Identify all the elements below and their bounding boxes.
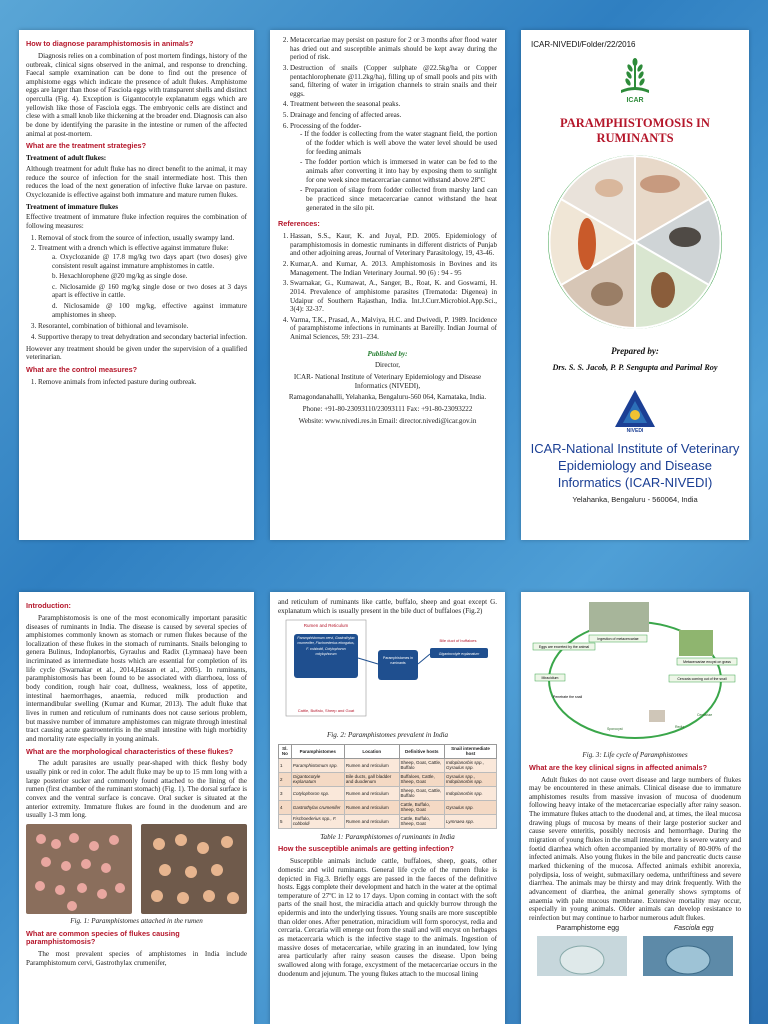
reference-item: 3. Swarnakar, G., Kumawat, A., Sanger, B., Roat, K. and Goswami, H. 2014. Prevalence of amphistome parasites (Trematoda: Digenea) in Udaipur of Southern Rajasthan, India. Int.J.Curr.Microbiol.App.Sci., 3(4): 32-37.	[290, 279, 497, 314]
table-row	[279, 786, 497, 800]
treatment-list	[38, 234, 247, 342]
figure-2-diagram	[278, 618, 497, 728]
heading-clinical-signs: What are the key clinical signs in affected animals?	[529, 762, 708, 772]
panel-cover	[521, 30, 749, 540]
morphology-text: The adult parasites are usually pear-shaped with thick fleshy body usually pink or red in color. The adult fluke may be up to 15 mm long with a large posterior sucker and commonly found attached to the lining of the rumen (first chamber of the ruminant stomach) (Fig. 1). The dorsal surface is convex and the ventral surface is concave. Oral sucker is situated at the anterior extremity. Immature flukes are found in the duodenum and are usually 1-3 mm long.	[26, 759, 247, 820]
diagnose-text: Diagnosis relies on a combination of post mortem findings, history of the outbreak, clinical signs observed in the animal, and response to drenching. Faecal sample examination can be done to find out the presence of amphistome eggs which indicate the presence of adult flukes. Amphistome eggs are larger than those of Fasciola eggs with transparent shells and distinct operculla (Fig. 4). Exception is Gigantocotyle explanatum eggs which are yellowish like those of Fasciola eggs. The embryonic cells are distinct and clese with a small knob like thickening at the broader end. Diagnosis can also be done by identifying the parasite in the intestine or rumen of the affected animal at post-mortem.	[26, 51, 247, 138]
species-text: The most prevalent species of amphistomes in India include Paramphistomum cervi, Gastrothylax crumenifer,	[26, 950, 247, 967]
table-header: Definitive hosts	[399, 744, 444, 758]
figure-1-caption: Fig. 1: Paramphistomes attached in the rumen	[70, 916, 203, 925]
table-header: Snail intermediate host	[444, 744, 496, 758]
lc-miracidium: Miracidium	[541, 676, 559, 680]
sub-item: d. Niclosamide @ 100 mg/kg, effective against immature amphistomes in sheep.	[52, 302, 247, 319]
table-cell: Bile ducts, gall bladder and duodenum	[344, 772, 399, 786]
control-list	[38, 378, 247, 387]
sub-item: b. Hexachlorophene @20 mg/kg as single dose.	[52, 272, 247, 281]
cattle-photo	[589, 602, 649, 632]
table-cell: Fischoederius spp., F. cobboldi	[291, 814, 344, 828]
however-text: However any treatment should be given under the supervision of a qualified veterinarian.	[26, 344, 247, 362]
list-item: 4. Supportive therapy to treat dehydration and secondary bacterial infection.	[38, 333, 247, 342]
clinical-signs-text: Adult flukes do not cause overt disease and large numbers of flukes may be encountered in these animals. Clinical disease due to immature amphistomes results from massive invasion of mucosa of duodenum following heavy intake of the metacercariae especially after rainy season. The immature flukes attach to the duodenal and, at times, the ileal mucosa drawing plugs of mucosa by means of their large posterior sucker and cause severe enteritis, possibly necrosis and hemorrhage. During the migration of young flukes in the small intestine, there is severe watery and foetid diarrhea which often accompanied by mortality of 80-90% of the infected animals. Also young flukes in the bile and pancreatic ducts cause marked thickening of the mucosa. Affected animals exhibit anorexia, polydipsia, loss of weight, submaxillary oedema, unthriftiness and severe diarrhea. The animals may be thirsty and may drink frequently. With the advancement of diarrhea, the animal generally shows symptoms of anaemia with pale mucous membrane. Extensive mortality may occur, especially in young animals. Older animals can develop resistance to reinfection but may continue to harbor numerous adult flukes.	[529, 775, 741, 922]
figure-1-photos	[26, 824, 247, 914]
rumen-photo-right	[141, 824, 247, 914]
immature-text: Effective treatment of immature fluke infection requires the combination of following measures:	[26, 213, 247, 230]
list-item: 1. Remove animals from infected pasture during outbreak.	[38, 378, 247, 387]
institute-address: Yelahanka, Bengaluru - 560064, India	[572, 495, 698, 505]
fluke-image	[640, 175, 680, 193]
list-item	[38, 244, 247, 319]
heading-diagnose: How to diagnose paramphistomosis in animals?	[26, 39, 194, 48]
list-item: 1. Removal of stock from the source of infection, usually swampy land.	[38, 234, 247, 243]
lc-cercaria: Cercaria coming out of the snail	[677, 677, 727, 681]
grass-photo	[679, 630, 713, 656]
lc-meta: Metacercariae encyst on grass	[683, 660, 731, 664]
sub-item: - Preparation of silage from fodder collected from marshy land can be practiced since metacercariae cannot withstand the heat generated in the silo pit.	[300, 186, 497, 212]
panel-introduction	[19, 592, 254, 1024]
egg-image	[595, 179, 623, 197]
diagram-center: Paramphistomes in ruminants	[383, 656, 413, 666]
table-cell: Rumen and reticulum	[344, 758, 399, 772]
published-by: Published by:	[367, 349, 408, 358]
list-item-text: Processing of the fodder-	[290, 121, 362, 130]
nivedi-text: NIVEDI	[626, 427, 644, 433]
folder-number: ICAR-NIVEDI/Folder/22/2016	[531, 40, 636, 49]
diagram-bile-label: Bile duct of buffaloes	[439, 638, 477, 644]
diagram-rumen-label: Rumen and Reticulum	[303, 623, 349, 629]
institute-name: ICAR-National Institute of Veterinary Epidemiology and Disease Informatics (ICAR-NIVEDI)	[530, 440, 740, 490]
table-cell: Gyraulus spp.	[444, 800, 496, 814]
table-cell: 1	[279, 758, 292, 772]
heading-treatment: What are the treatment strategies?	[26, 141, 147, 151]
publisher-phone: Phone: +91-80-23093110/23093111 Fax: +91-80-23093222	[302, 404, 473, 413]
reference-item: 1. Hassan, S.S., Kaur, K. and Juyal, P.D. 2005. Epidemiology of paramphistomosis in domestic ruminants in different districts of Punjab and other adjoining areas, Journal of Veterinary Parasitology, 19, 43-46.	[290, 232, 497, 258]
authors: Drs. S. S. Jacob, P. P. Sengupta and Parimal Roy	[552, 362, 718, 372]
sub-item: - If the fodder is collecting from the water stagnant field, the portion of the fodder which is well above the water level should be used for feeding animals	[300, 130, 497, 156]
page-title: PARAMPHISTOMOSIS IN RUMINANTS	[560, 115, 710, 145]
list-item-text: Treatment with a drench which is effective against immature fluke:	[38, 244, 229, 253]
lc-cercariae: Cercariae	[697, 713, 713, 717]
table-cell: Cattle, Buffalo, Sheep, Goat	[399, 800, 444, 814]
publisher-address: Ramagondanahalli, Yelahanka, Bengaluru-560 064, Karnataka, India.	[288, 393, 487, 402]
table-cell: 3	[279, 786, 292, 800]
panel-diagnosis-treatment	[19, 30, 254, 540]
table-cell: 4	[279, 800, 292, 814]
egg-labels	[529, 925, 741, 934]
table-row	[279, 772, 497, 786]
table-cell: Gyraulus spp., Indoplanorbis spp.	[444, 772, 496, 786]
snail-photo	[649, 710, 665, 722]
table-cell: 2	[279, 772, 292, 786]
diagram-species-list: Paramphistomum cervi, Gastrothylax crumenifer, Fischoederius elongatus, F. cobboldi, Cotylophoron cotylophorum	[297, 636, 355, 657]
table-header-row	[279, 744, 497, 758]
panel-species-infection	[270, 592, 505, 1024]
table-cell: 5	[279, 814, 292, 828]
species-continued-text: and reticulum of ruminants like cattle, buffalo, sheep and goat except G. explanatum which is usually present in the bile duct of buffaloes (Fig.2)	[278, 598, 497, 615]
references-list	[290, 232, 497, 342]
panel-lifecycle-signs	[521, 592, 749, 1024]
collage-graphic	[535, 152, 735, 332]
figure-2-caption: Fig. 2: Paramphistomes prevalent in India	[326, 731, 449, 740]
snail-image	[669, 227, 701, 247]
publisher-web: Website: www.nivedi.res.in Email: director.nivedi@icar.gov.in	[298, 416, 477, 425]
list-item: 3. Destruction of snails (Copper sulphate @22.5kg/ha or Copper pentachlorophenate @11.2kg/ha), filling up of small pools and pits with sand, filtering of water in irrigation channels to strain snails and their eggs.	[290, 64, 497, 99]
heading-infection: How the susceptible animals are getting infection?	[278, 844, 454, 854]
table-cell: Cotylophoron spp.	[291, 786, 344, 800]
cover-collage	[535, 152, 735, 332]
table-cell: Cattle, Buffalo, Sheep, Goat	[399, 814, 444, 828]
lc-redia: Redia	[675, 725, 685, 729]
table-cell: Buffaloes, Cattle, Sheep, Goat	[399, 772, 444, 786]
heading-immature-flukes: Treatment of immature flukes	[26, 202, 119, 211]
table-cell: Gigantocotyle explanatum	[291, 772, 344, 786]
wheat-icon	[615, 56, 655, 106]
heading-control: What are the control measures?	[26, 364, 138, 374]
heading-introduction: Introduction:	[26, 601, 71, 610]
table-cell: Rumen and reticulum	[344, 800, 399, 814]
figure-3-caption: Fig. 3: Life cycle of Paramphistomes	[582, 751, 688, 759]
drench-sublist	[52, 253, 247, 319]
heading-species: What are common species of flukes causing paramphistomosis?	[26, 928, 180, 947]
lc-penetrate: Penetrate the snail	[553, 695, 583, 699]
egg-label-paramphistome: Paramphistome egg	[556, 925, 620, 933]
list-item	[290, 122, 497, 212]
icar-logo	[529, 56, 741, 106]
table-header: Paramphistomes	[291, 744, 344, 758]
list-item: 2. Metacercariae may persist on pasture for 2 or 3 months after flood water has dried out and susceptible animals should be kept away during the period of risk.	[290, 36, 497, 62]
icar-text: ICAR	[626, 96, 644, 104]
panel-control-references	[270, 30, 505, 540]
lc-ingestion: Ingestion of metacercariae	[597, 637, 639, 641]
fodder-sublist	[300, 130, 497, 212]
figure-3-lifecycle	[529, 598, 741, 748]
control-list-continued	[290, 36, 497, 212]
infection-text: Susceptible animals include cattle, buffaloes, sheep, goats, other domestic and wild ruminants. General life cycle of the rumen fluke is depicted in Fig.3. Briefly eggs are passed in the faeces of the definitive hosts. Eggs complete their development and hatch in the water at the optimal temperature of 27ºC in 12 to 17 days. Upon coming in contact with the soft parts of the snail host, the miracidia attach and quickly burrow through the epidermis and into the underlying tissues. Young snails are more susceptible than older ones. After penetration, miracidium will form sporocyst, redia and cercaria. Cercaria will emerge out from the snail and will encyst on herbages as metacercaria which is the infective stage to the animals. Ingestion of massive doses of metacercariae, while grazing in an inundated, low lying area particularly after rainy season causes the disease. Upon being swallowed along with forage, excystment of the metacercariae occurs in the duodenum and jejunum. The young flukes attach to the mucosal lining	[278, 857, 497, 978]
reference-item: 2. Kumar,A. and Kumar, A. 2013. Amphistomosis in Bovines and its Management. The Indian Veterinary Journal. 90 (6) : 94 - 95	[290, 260, 497, 277]
egg-label-fasciola: Fasciola egg	[673, 925, 714, 933]
list-item: 5. Drainage and fencing of affected areas.	[290, 111, 497, 120]
table-header: Location	[344, 744, 399, 758]
publisher-director: Director,	[374, 361, 401, 370]
table-header: Sl. No	[279, 744, 292, 758]
heading-references: References:	[278, 219, 320, 229]
table-1-caption: Table 1: Paramphistomes of ruminants in India	[320, 832, 455, 841]
table-cell: Sheep, Goat, Cattle, Buffalo	[399, 758, 444, 772]
nivedi-icon	[612, 387, 658, 433]
table-cell: Rumen and reticulum	[344, 786, 399, 800]
table-cell: Sheep, Goat, Cattle, Buffalo	[399, 786, 444, 800]
heading-morphology: What are the morphological characteristics of these flukes?	[26, 746, 234, 756]
cow-image	[651, 272, 675, 308]
introduction-text: Paramphistomosis is one of the most economically important parasitic diseases of ruminants in India. The disease is caused by several species of amphistomes commonly known as stomach or rumen flukes because of the localization of these flukes in the stomach of ruminants. Snails belonging to genera Bulinus, Indoplanorbis, Gyraulus and Radix (Lymnaea) have been incriminated as intermediate hosts which are essential for completion of its life cycle (Swarnakar et al., 2014,Hassan et al., 2005). In ruminants, paramphistomosis has been found to be associated with diarrhoea, loss of body condition, rough hair coat, dullness, weakness, loss of appetite, intestinal haemorrhages, anaemia, reduced milk production and intermandibular swelling (Kumar and Kumar, 2013). The adult fluke that lives in rumen and reticulum of ruminants does not cause serious problem, but massive number of immature amphistomes can migrate through intestinal tract causing acute gastroenteritis in the small intestine with high morbidity and mortality rate especially in young animals.	[26, 613, 247, 743]
table-cell: Lymnaea spp.	[444, 814, 496, 828]
prepared-by: Prepared by:	[611, 345, 659, 356]
heading-adult-flukes: Treatment of adult flukes:	[26, 154, 107, 163]
table-cell: Rumen and reticulum	[344, 814, 399, 828]
lc-eggs: Eggs are excreted by the animal	[538, 645, 590, 649]
table-cell: Gastrothylax crumenifer	[291, 800, 344, 814]
reference-item: 4. Varma, T.K., Prasad, A., Malviya, H.C. and Dwivedi, P. 1989. Incidence of paramphistome infections in ruminants at Bareilly. Indian Journal of Animal Sciences, 59: 231–234.	[290, 316, 497, 342]
table-cell: Indoplanorbis spp., Gyraulus spp.	[444, 758, 496, 772]
diagram-gig-label: Gigantocotyle explanatum	[438, 652, 480, 657]
table-cell: Indoplanorbis spp.	[444, 786, 496, 800]
rumen-image	[591, 282, 623, 306]
sub-item: - The fodder portion which is immersed in water can be fed to the animals after converting it into hay by exposing them to sunlight for one week since metacercariae cannot withstand above 28ºC	[300, 158, 497, 184]
sub-item: a. Oxyclozanide @ 17.8 mg/kg two days apart (two doses) give consistent result against immature amphistomes in cattle.	[52, 253, 247, 270]
table-cell: Paramphistomum spp.	[291, 758, 344, 772]
diagram-hosts-label: Cattle, Buffalo, Sheep and Goat	[297, 708, 355, 714]
egg-photos	[529, 936, 741, 976]
table-row	[279, 814, 497, 828]
nivedi-logo	[529, 387, 741, 433]
fluke-specimen-image	[578, 218, 596, 270]
list-item: 4. Treatment between the seasonal peaks.	[290, 100, 497, 109]
fasciola-egg-photo	[643, 936, 733, 976]
sub-item: c. Niclosamide @ 160 mg/kg single dose or two doses at 3 days apart is effective in cattle.	[52, 283, 247, 300]
adult-flukes-text: Although treatment for adult fluke has no direct benefit to the animal, it may reduce the source of infection for the snail intermediate host. This then reduces the load of the next generation of infective fluke larvae on pasture. Oxyclozanide is effective against both immature and mature rumen flukes.	[26, 164, 247, 199]
rumen-photo-left	[26, 824, 132, 914]
publisher-institute: ICAR- National Institute of Veterinary Epidemiology and Disease Informatics (NIVEDI),	[293, 373, 482, 390]
list-item: 3. Resorantel, combination of bithional and levamisole.	[38, 322, 247, 331]
table-row	[279, 758, 497, 772]
paramphistome-egg-photo	[537, 936, 627, 976]
species-table	[278, 744, 497, 829]
table-row	[279, 800, 497, 814]
lc-sporocyst: Sporocyst	[607, 727, 623, 731]
